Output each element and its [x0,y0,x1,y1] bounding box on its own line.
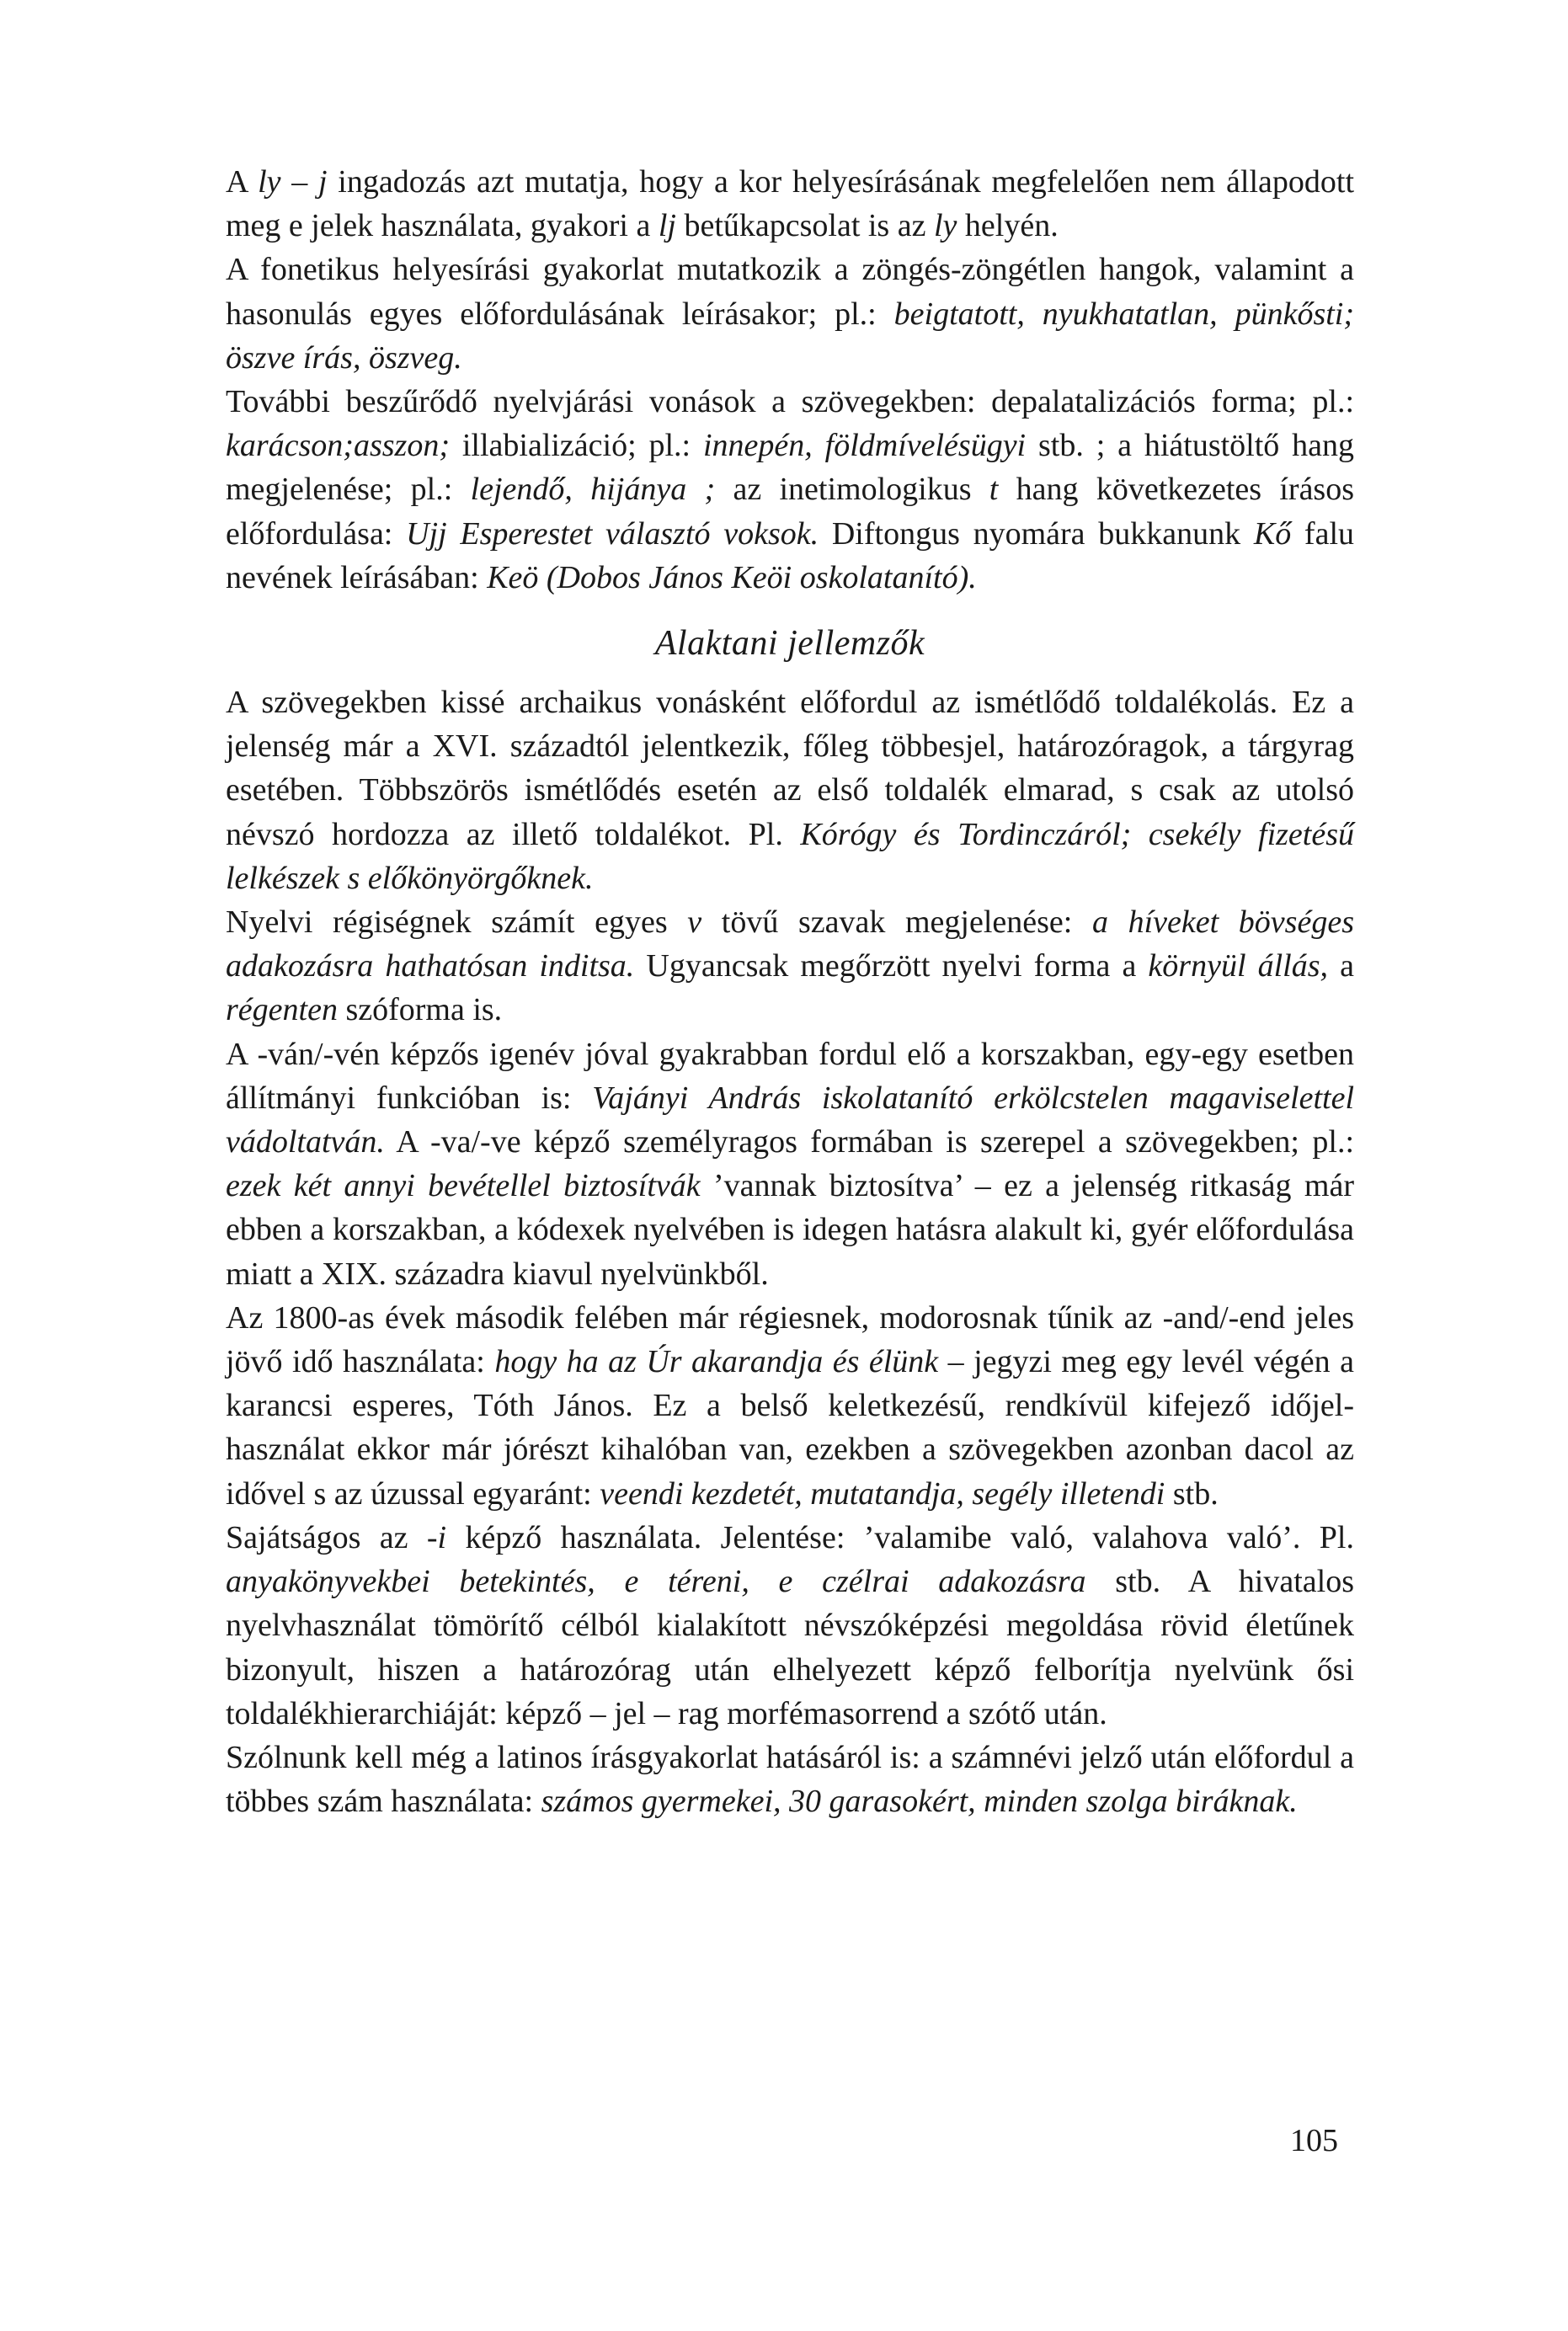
italic-text: v [687,904,702,941]
text-run: hang következetes írásos előfordulása: [226,472,1355,552]
italic-text: beigtatott, nyukhatatlan, pünkősti; öszve írás, öszveg. [226,296,1355,376]
page-body [226,160,1354,1823]
page-number: 105 [1290,2123,1338,2158]
italic-text: Vajányi András iskolatanító erkölcstelen magaviselettel vádoltatván. [226,1080,1354,1160]
italic-text: számos gyermekei, 30 garasokért, minden szolga biráknak. [541,1784,1298,1820]
paragraph [226,1516,1354,1736]
text-run: Szólnunk kell még a latinos írásgyakorlat hatásáról is: a számnévi jelző után előfordul a többes szám használata: [226,1739,1354,1820]
text-run: A -ván/-vén képzős igenév jóval gyakrabban fordul elő a korszakban, egy-egy esetben állítmányi funkcióban is: [226,1036,1354,1116]
section-heading: Alaktani jellemzők [654,624,925,664]
paragraph [226,1032,1354,1296]
text-run: További beszűrődő nyelvjárási vonások a szövegekben: depalatalizációs forma; pl.: [226,384,1354,420]
text-run: stb. A hivatalos nyelvhasználat tömörítő célból kialakított névszóképzési megoldása rövid életűnek bizonyult, hiszen a határozórag után elhelyezett képző felborítja nyelvünk ősi toldalékhierarchiáját: képző – jel – rag morfémasorrend a szótő után. [226,1564,1354,1731]
section-morphology [226,680,1354,1823]
text-run: illabializáció; pl.: [449,428,703,464]
italic-text: lj [658,208,676,244]
text-run: Ugyancsak megőrzött nyelvi forma a [634,948,1149,984]
italic-text: ly [933,208,957,244]
paragraph [226,680,1354,900]
italic-text: Kő [1253,515,1292,552]
text-run: stb. ; a hiátustöltő hang megjelenése; pl.: [226,428,1354,508]
section-phonetics [226,160,1354,600]
text-run: ingadozás azt mutatja, hogy a kor helyesírásának megfelelően nem állapodott meg e jelek használata, gyakori a [226,164,1355,244]
italic-text: Kórógy és Tordinczáról; csekély fizetésű lelkészek s előkönyörgőknek. [226,816,1354,896]
paragraph [226,1736,1354,1823]
paragraph [226,248,1354,380]
text-run: Nyelvi régiségnek számít egyes [226,904,688,941]
text-run: stb. [1165,1475,1219,1512]
text-run: A [226,164,259,200]
text-run: – jegyzi meg egy levél végén a karancsi esperes, Tóth János. Ez a belső keletkezésű, rendkívül kifejező időjel-használat ekkor már jórészt kihalóban van, ezekben a szövegekben azonban dacol az idővel s az úzussal egyaránt: [226,1344,1354,1512]
text-run: ’vannak biztosítva’ – ez a jelenség ritkaság már ebben a korszakban, a kódexek nyelvében is idegen hatásra alakult ki, gyér előfordulása miatt a XIX. századra kiavul nyelvünkből. [226,1168,1354,1292]
text-run: Diftongus nyomára bukkanunk [819,515,1254,552]
text-run: A fonetikus helyesírási gyakorlat mutatkozik a zöngés-zöngétlen hangok, valamint a hasonulás egyes előfordulásának leírásakor; pl.: [226,252,1354,332]
paragraph [226,1296,1354,1516]
italic-text: hogy ha az Úr akarandja és élünk [494,1344,939,1380]
text-run: tövű szavak megjelenése: [701,904,1092,941]
italic-text: anyakönyvekbei betekintés, e téreni, e czélrai adakozásra [226,1564,1086,1600]
paragraph [226,160,1354,248]
italic-text: régenten [226,992,338,1028]
italic-text: Ujj Esperestet választó voksok. [406,515,819,552]
text-run: az inetimologikus [715,472,989,508]
text-run: a [1328,948,1354,984]
text-run: képző használata. Jelentése: ’valamibe való, valahova való’. Pl. [446,1519,1354,1555]
italic-text: innepén, földmívelésügyi [702,428,1027,464]
italic-text: -i [426,1519,447,1555]
paragraph [226,900,1354,1032]
italic-text: a híveket bövséges adakozásra hathatósan inditsa. [226,904,1354,984]
italic-text: veendi kezdetét, mutatandja, segély illetendi [600,1475,1165,1512]
paragraph [226,380,1354,600]
italic-text: karácson;asszon; [226,428,450,464]
text-run: A szövegekben kissé archaikus vonásként előfordul az ismétlődő toldalékolás. Ez a jelenség már a XVI. századtól jelentkezik, főleg többesjel, határozóragok, a tárgyrag esetében. Többszörös ismétlődés esetén az első toldalék elmarad, s csak az utolsó névszó hordozza az illető toldalékot. Pl. [226,685,1354,852]
text-run: helyén. [957,208,1059,244]
italic-text: ly – j [258,164,328,200]
italic-text: Keö (Dobos János Keöi oskolatanító). [487,559,977,595]
italic-text: lejendő, hijánya ; [470,472,716,508]
text-run: Sajátságos az [226,1519,427,1555]
italic-text: ezek két annyi bevétellel biztosítvák [226,1168,701,1204]
text-run: betűkapcsolat is az [675,208,934,244]
italic-text: környül állás, [1148,948,1329,984]
text-run: szóforma is. [337,992,503,1028]
text-run: Az 1800-as évek második felében már régiesnek, modorosnak tűnik az -and/-end jeles jövő idő használata: [226,1299,1354,1380]
text-run: falu nevének leírásában: [226,515,1355,595]
italic-text: t [989,472,999,508]
text-run: A -va/-ve képző személyragos formában is szerepel a szövegekben; pl.: [384,1124,1354,1160]
